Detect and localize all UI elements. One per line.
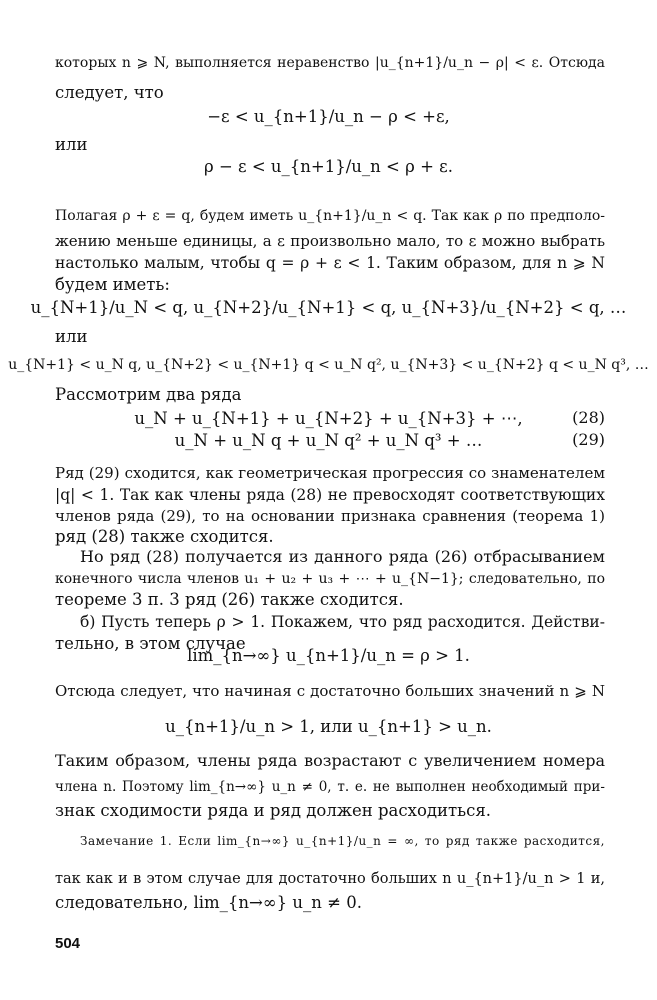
text-line-2: следует, что: [55, 83, 164, 102]
text-line-13: ряд (28) также сходится.: [55, 527, 274, 546]
text-line-22: знак сходимости ряда и ряд должен расходиться.: [55, 801, 492, 820]
equation-5: lim_{n→∞} u_{n+1}/u_n = ρ > 1.: [187, 646, 470, 665]
equation-6: u_{n+1}/u_n > 1, или u_{n+1} > u_n.: [165, 717, 492, 736]
text-line-1: которых n ⩾ N, выполняется неравенство |u_{n+1}/u_n − ρ| < ε. Отсюда: [55, 55, 605, 71]
text-line-10: Ряд (29) сходится, как геометрическая прогрессия со знаменателем: [55, 464, 605, 482]
text-line-20: Таким образом, члены ряда возрастают с увеличением номера: [55, 751, 605, 770]
equation-28: u_N + u_{N+1} + u_{N+2} + u_{N+3} + ⋯,: [134, 409, 523, 428]
text-line-18: тельно, в этом случае: [55, 634, 246, 653]
remark-line-2: так как и в этом случае для достаточно больших n u_{n+1}/u_n > 1 и,: [55, 871, 605, 887]
text-line-12: членов ряда (29), то на основании признака сравнения (теорема 1): [55, 507, 605, 525]
text-line-7: будем иметь:: [55, 275, 170, 294]
text-line-14: Но ряд (28) получается из данного ряда (26) отбрасыванием: [80, 547, 605, 566]
text-line-8: или: [55, 327, 88, 346]
equation-number-28: (28): [572, 408, 605, 427]
equation-number-29: (29): [572, 430, 605, 449]
text-line-4: Полагая ρ + ε = q, будем иметь u_{n+1}/u_n < q. Так как ρ по предполо-: [55, 208, 605, 224]
remark-line-3: следовательно, lim_{n→∞} u_n ≠ 0.: [55, 893, 362, 912]
text-line-6: настолько малым, чтобы q = ρ + ε < 1. Таким образом, для n ⩾ N: [55, 254, 605, 272]
text-line-16: теореме 3 п. 3 ряд (26) также сходится.: [55, 590, 404, 609]
equation-3: u_{N+1}/u_N < q, u_{N+2}/u_{N+1} < q, u_{N+3}/u_{N+2} < q, …: [30, 298, 627, 317]
equation-29: u_N + u_N q + u_N q² + u_N q³ + …: [174, 431, 483, 450]
text-line-19: Отсюда следует, что начиная с достаточно больших значений n ⩾ N: [55, 682, 605, 700]
text-line-11: |q| < 1. Так как члены ряда (28) не превосходят соответствующих: [55, 486, 605, 504]
text-line-9: Рассмотрим два ряда: [55, 385, 242, 404]
equation-2: ρ − ε < u_{n+1}/u_n < ρ + ε.: [204, 157, 453, 176]
remark-line-1: Замечание 1. Если lim_{n→∞} u_{n+1}/u_n = ∞, то ряд также расходится,: [80, 834, 605, 848]
text-line-15: конечного числа членов u₁ + u₂ + u₃ + ⋯ + u_{N−1}; следовательно, по: [55, 571, 605, 587]
text-line-17: б) Пусть теперь ρ > 1. Покажем, что ряд расходится. Действи-: [80, 613, 605, 631]
text-line-21: члена n. Поэтому lim_{n→∞} u_n ≠ 0, т. е. не выполнен необходимый при-: [55, 779, 605, 795]
text-line-3: или: [55, 135, 88, 154]
text-line-5: жению меньше единицы, а ε произвольно мало, то ε можно выбрать: [55, 232, 605, 250]
equation-4: u_{N+1} < u_N q, u_{N+2} < u_{N+1} q < u_N q², u_{N+3} < u_{N+2} q < u_N q³, …: [8, 357, 649, 373]
equation-1: −ε < u_{n+1}/u_n − ρ < +ε,: [207, 107, 450, 126]
page-number: 504: [55, 935, 81, 952]
